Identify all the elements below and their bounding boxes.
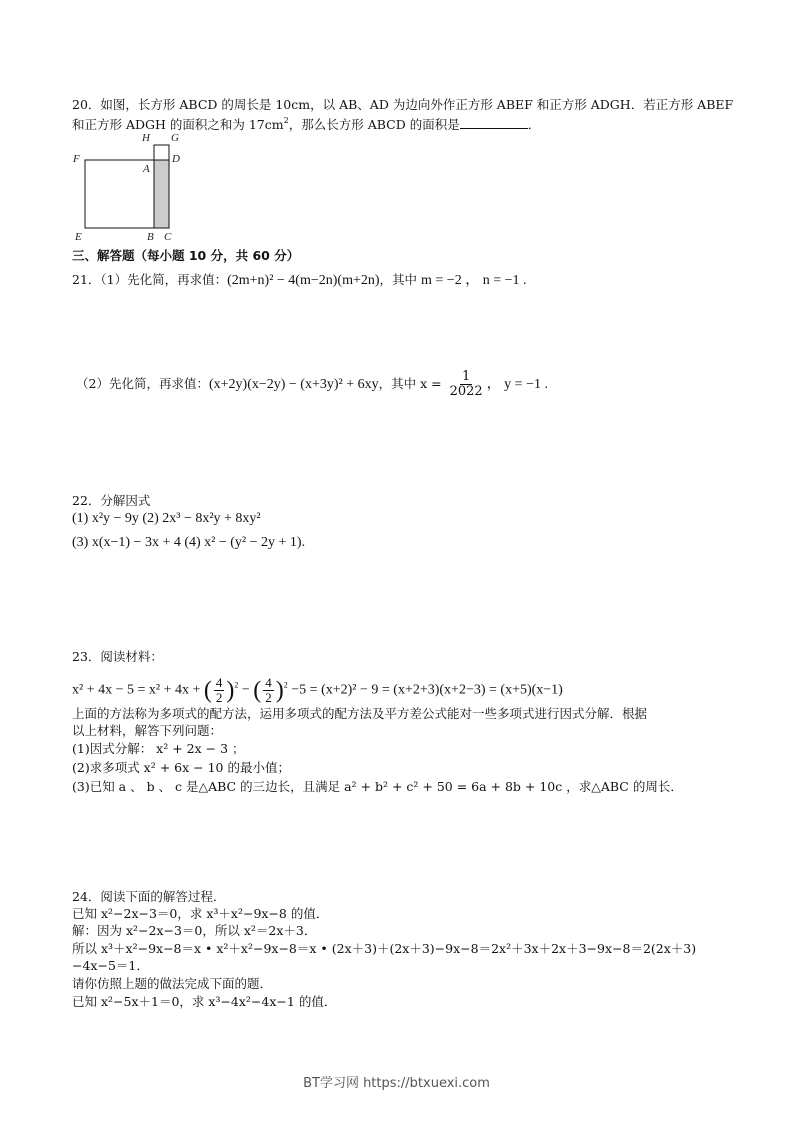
q21-p2-cond-suffix: ， y = −1 . (486, 377, 548, 392)
q24-title: 24．阅读下面的解答过程． (72, 889, 226, 904)
label-g: G (171, 132, 179, 144)
q20-figure (70, 132, 190, 244)
q20-text-a: 和正方形 ADGH 的面积之和为 17cm (72, 117, 284, 132)
footer-watermark: BT学习网 https://btxuexi.com (303, 1076, 490, 1091)
label-e: E (75, 231, 82, 243)
label-a: A (143, 163, 150, 175)
fraction-numerator: 4 (215, 675, 223, 690)
label-d: D (172, 153, 180, 165)
q20-text-b: ，那么长方形 ABCD 的面积是 (288, 117, 460, 132)
q21-part2 (76, 370, 548, 399)
q23-eq-b: −5 = (x+2)² − 9 = (x+2+3)(x+2−3) = (x+5)(x−1) (291, 682, 563, 698)
q21-p1-expression: (2m+n)² − 4(m−2n)(m+2n) (227, 273, 380, 288)
fraction-denominator: 2022 (449, 384, 483, 399)
label-f: F (73, 153, 80, 165)
q22-line1: (1) x²y − 9y (2) 2x³ − 8x²y + 8xy² (72, 511, 261, 526)
q23-item-1: (1)因式分解： x² + 2x − 3 ； (72, 741, 245, 756)
fraction-denominator: 2 (265, 690, 272, 705)
q20-line2 (72, 116, 540, 133)
q21-fraction (448, 370, 485, 399)
q23-title: 23．阅读材料： (72, 649, 163, 664)
q21-p1-condition: m = −2 ， n = −1 . (421, 273, 527, 288)
q23-paragraph-1: 上面的方法称为多项式的配方法，运用多项式的配方法及平方差公式能对一些多项式进行因式分解．根据 (72, 706, 648, 721)
q21-p1-cond-prefix: ，其中 (379, 272, 422, 287)
q23-fraction-1 (214, 676, 225, 705)
q24-solution-1: 解：因为 x²−2x−3＝0，所以 x²＝2x＋3． (72, 923, 317, 938)
q20-sup: 2 (283, 116, 289, 125)
q23-fraction-2 (263, 676, 274, 705)
q20-end: ． (527, 117, 541, 132)
q23-paragraph-2: 以上材料，解答下列问题： (72, 723, 223, 738)
q21-p1-prefix: 21．（1）先化简，再求值： (72, 272, 228, 287)
q24-solution-3: −4x−5＝1． (72, 958, 149, 973)
label-c: C (164, 231, 172, 243)
rectangle-squares-diagram (70, 132, 190, 244)
section-title: 三、解答题（每小题 10 分，共 60 分） (72, 248, 300, 263)
q21-p2-prefix: （2）先化简，再求值： (76, 376, 209, 391)
q21-p2-cond-prefix: ，其中 x = (378, 376, 446, 391)
q23-eq-a: x² + 4x − 5 = x² + 4x + (72, 682, 204, 698)
label-b: B (147, 231, 154, 243)
q23-item-2: (2)求多项式 x² + 6x − 10 的最小值； (72, 760, 290, 775)
label-h: H (142, 132, 150, 144)
q24-given: 已知 x²−2x−3＝0，求 x³＋x²−9x−8 的值． (72, 906, 329, 921)
q22-line2: (3) x(x−1) − 3x + 4 (4) x² − (y² − 2y + 1). (72, 535, 306, 550)
q23-equation: x² + 4x − 5 = x² + 4x + ( $\frac{4}{2}$ )$^2$ − ( $\frac{4}{2}$ )$^2$ −5 = (x+2)² − 9 = (x+2+3)(x+2−3) = (x+5)(x−1) (72, 675, 563, 705)
answer-blank[interactable] (460, 116, 528, 129)
q24-solution-2: 所以 x³＋x²−9x−8＝x • x²＋x²−9x−8＝x • (2x＋3)＋(2x＋3)−9x−8＝2x²＋3x＋2x＋3−9x−8＝2(2x＋3) (72, 941, 697, 956)
q24-instruction: 请你仿照上题的做法完成下面的题． (72, 976, 273, 991)
fraction-numerator: 1 (461, 369, 471, 384)
fraction-numerator: 4 (265, 675, 272, 690)
q24-task: 已知 x²−5x＋1＝0，求 x³−4x²−4x−1 的值． (72, 994, 337, 1009)
q21-p2-expression: (x+2y)(x−2y) − (x+3y)² + 6xy (208, 377, 379, 392)
q23-item-3: (3)已知 a 、 b 、 c 是△ABC 的三边长，且满足 a² + b² + c² + 50 = 6a + 8b + 10c ，求△ABC 的周长． (72, 779, 683, 794)
fraction-denominator: 2 (215, 690, 223, 705)
q21-part1 (72, 272, 527, 289)
q22-title: 22．分解因式 (72, 493, 151, 508)
q20-line1: 20．如图，长方形 ABCD 的周长是 10cm，以 AB、AD 为边向外作正方形 ABEF 和正方形 ADGH．若正方形 ABEF (72, 97, 734, 112)
